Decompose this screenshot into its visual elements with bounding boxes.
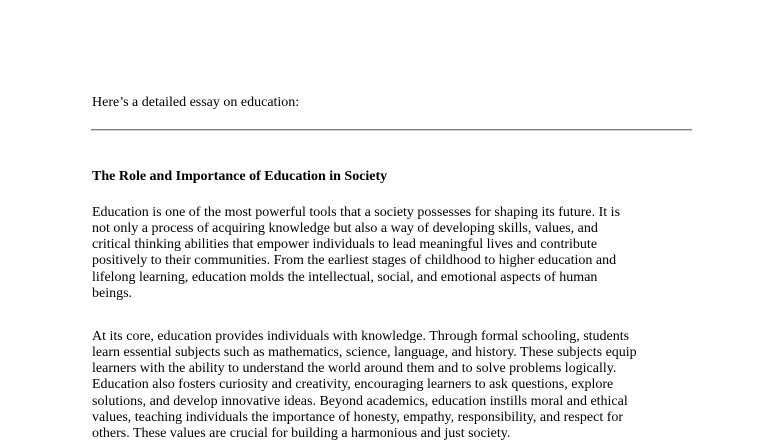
- paragraph-line: lifelong learning, education molds the intellectual, social, and emotional aspects of human: [92, 269, 598, 285]
- paragraph-line: positively to their communities. From the earliest stages of childhood to higher education and: [92, 253, 617, 269]
- essay-title: The Role and Importance of Education in Society: [92, 169, 388, 184]
- paragraph-line: learners with the ability to understand the world around them and to solve problems logically.: [92, 361, 617, 377]
- paragraph-line: beings.: [92, 285, 133, 301]
- horizontal-rule: [91, 129, 692, 131]
- paragraph-line: solutions, and develop innovative ideas. Beyond academics, education instills moral and ethical: [92, 393, 628, 409]
- paragraph-line: At its core, education provides individuals with knowledge. Through formal schooling, students: [92, 329, 630, 344]
- paragraph-1: [92, 205, 620, 302]
- paragraph-2: [92, 329, 637, 441]
- paragraph-line: learn essential subjects such as mathematics, science, language, and history. These subjects equip: [92, 345, 637, 361]
- paragraph-line: Education is one of the most powerful tools that a society possesses for shaping its future. It is: [92, 205, 621, 220]
- paragraph-line: critical thinking abilities that empower individuals to lead meaningful lives and contribute: [92, 237, 598, 253]
- intro-text: Here’s a detailed essay on education:: [92, 95, 300, 110]
- paragraph-line: others. These values are crucial for building a harmonious and just society.: [92, 425, 511, 441]
- paragraph-line: values, teaching individuals the importance of honesty, empathy, responsibility, and respect for: [92, 409, 624, 425]
- paragraph-line: Education also fosters curiosity and creativity, encouraging learners to ask questions, explore: [92, 377, 614, 393]
- paragraph-line: not only a process of acquiring knowledge but also a way of developing skills, values, and: [92, 221, 598, 237]
